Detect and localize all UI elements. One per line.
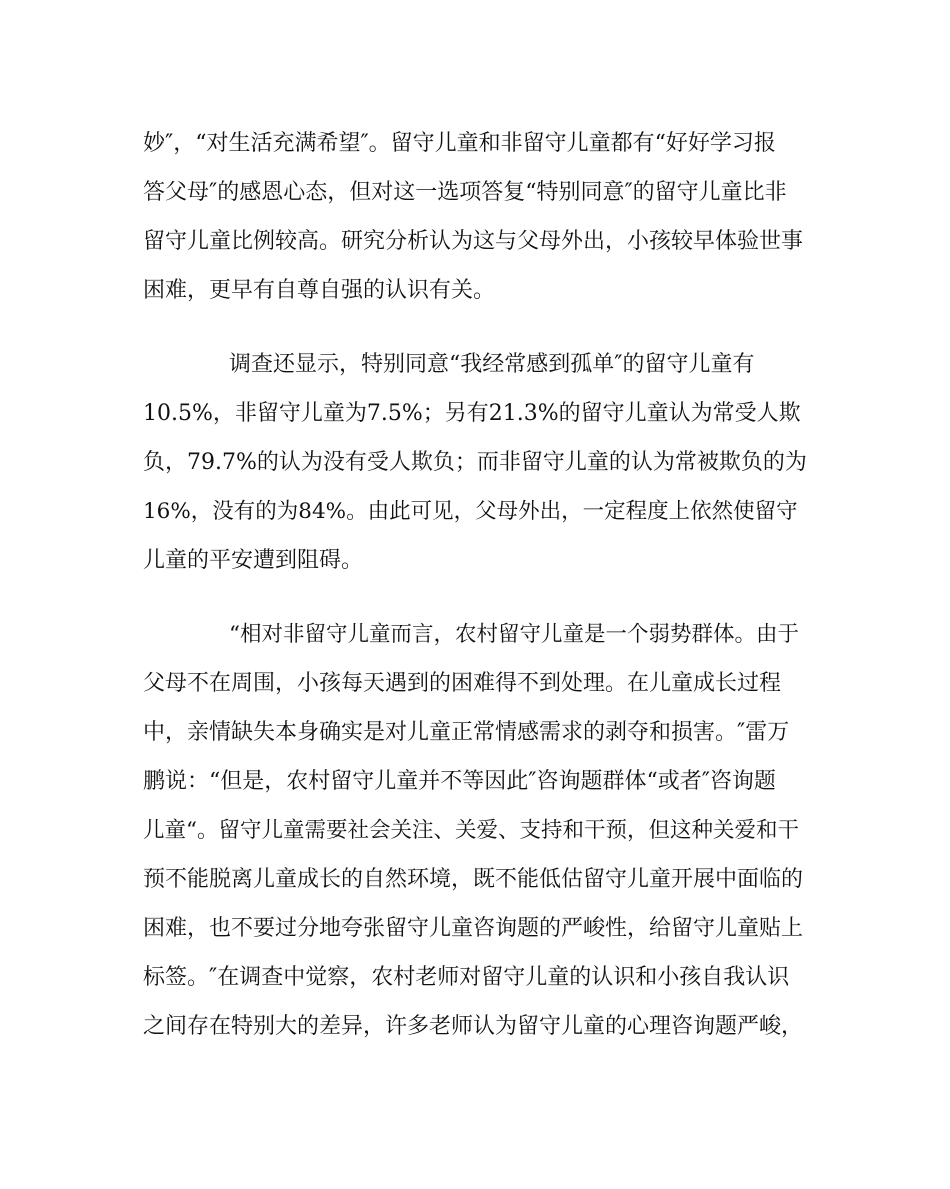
paragraph-3-line-1: “相对非留守儿童而言，农村留守儿童是一个弱势群体。由于 (229, 622, 799, 647)
paragraph-2-line-2: 10.5%，非留守儿童为7.5%；另有21.3%的留守儿童认为常受人欺 (143, 401, 801, 426)
paragraph-3-line-8: 标签。″在调查中觉察，农村老师对留守儿童的认识和小孩自我认识 (143, 965, 790, 990)
paragraph-3-line-6: 预不能脱离儿童成长的自然环境，既不能低估留守儿童开展中面临的 (143, 867, 804, 892)
paragraph-1-line-4: 困难，更早有自尊自强的认识有关。 (143, 278, 496, 303)
paragraph-2-line-5: 儿童的平安遭到阻碍。 (143, 548, 364, 573)
paragraph-2-line-3: 负，79.7%的认为没有受人欺负；而非留守儿童的认为常被欺负的为 (143, 450, 807, 475)
paragraph-3-line-5: 儿童“。留守儿童需要社会关注、关爱、支持和干预，但这种关爱和干 (143, 818, 799, 843)
paragraph-1-line-3: 留守儿童比例较高。研究分析认为这与父母外出，小孩较早体验世事 (143, 229, 804, 254)
paragraph-1-line-1: 妙″，“对生活充满希望″。留守儿童和非留守儿童都有“好好学习报 (143, 131, 776, 156)
paragraph-2-line-4: 16%，没有的为84%。由此可见，父母外出，一定程度上依然使留守 (143, 499, 798, 524)
paragraph-1-line-2: 答父母″的感恩心态，但对这一选项答复“特别同意″的留守儿童比非 (143, 180, 787, 205)
paragraph-3-line-9: 之间存在特别大的差异，许多老师认为留守儿童的心理咨询题严峻， (143, 1014, 804, 1039)
paragraph-2-line-1: 调查还显示，特别同意“我经常感到孤单″的留守儿童有 (229, 352, 755, 377)
paragraph-3-line-7: 困难，也不要过分地夸张留守儿童咨询题的严峻性，给留守儿童贴上 (143, 916, 804, 941)
paragraph-3-line-4: 鹏说：“但是，农村留守儿童并不等因此″咨询题群体“或者″咨询题 (143, 769, 776, 794)
paragraph-3-line-2: 父母不在周围，小孩每天遇到的困难得不到处理。在儿童成长过程 (143, 671, 782, 696)
paragraph-3-line-3: 中，亲情缺失本身确实是对儿童正常情感需求的剥夺和损害。″雷万 (143, 720, 790, 745)
